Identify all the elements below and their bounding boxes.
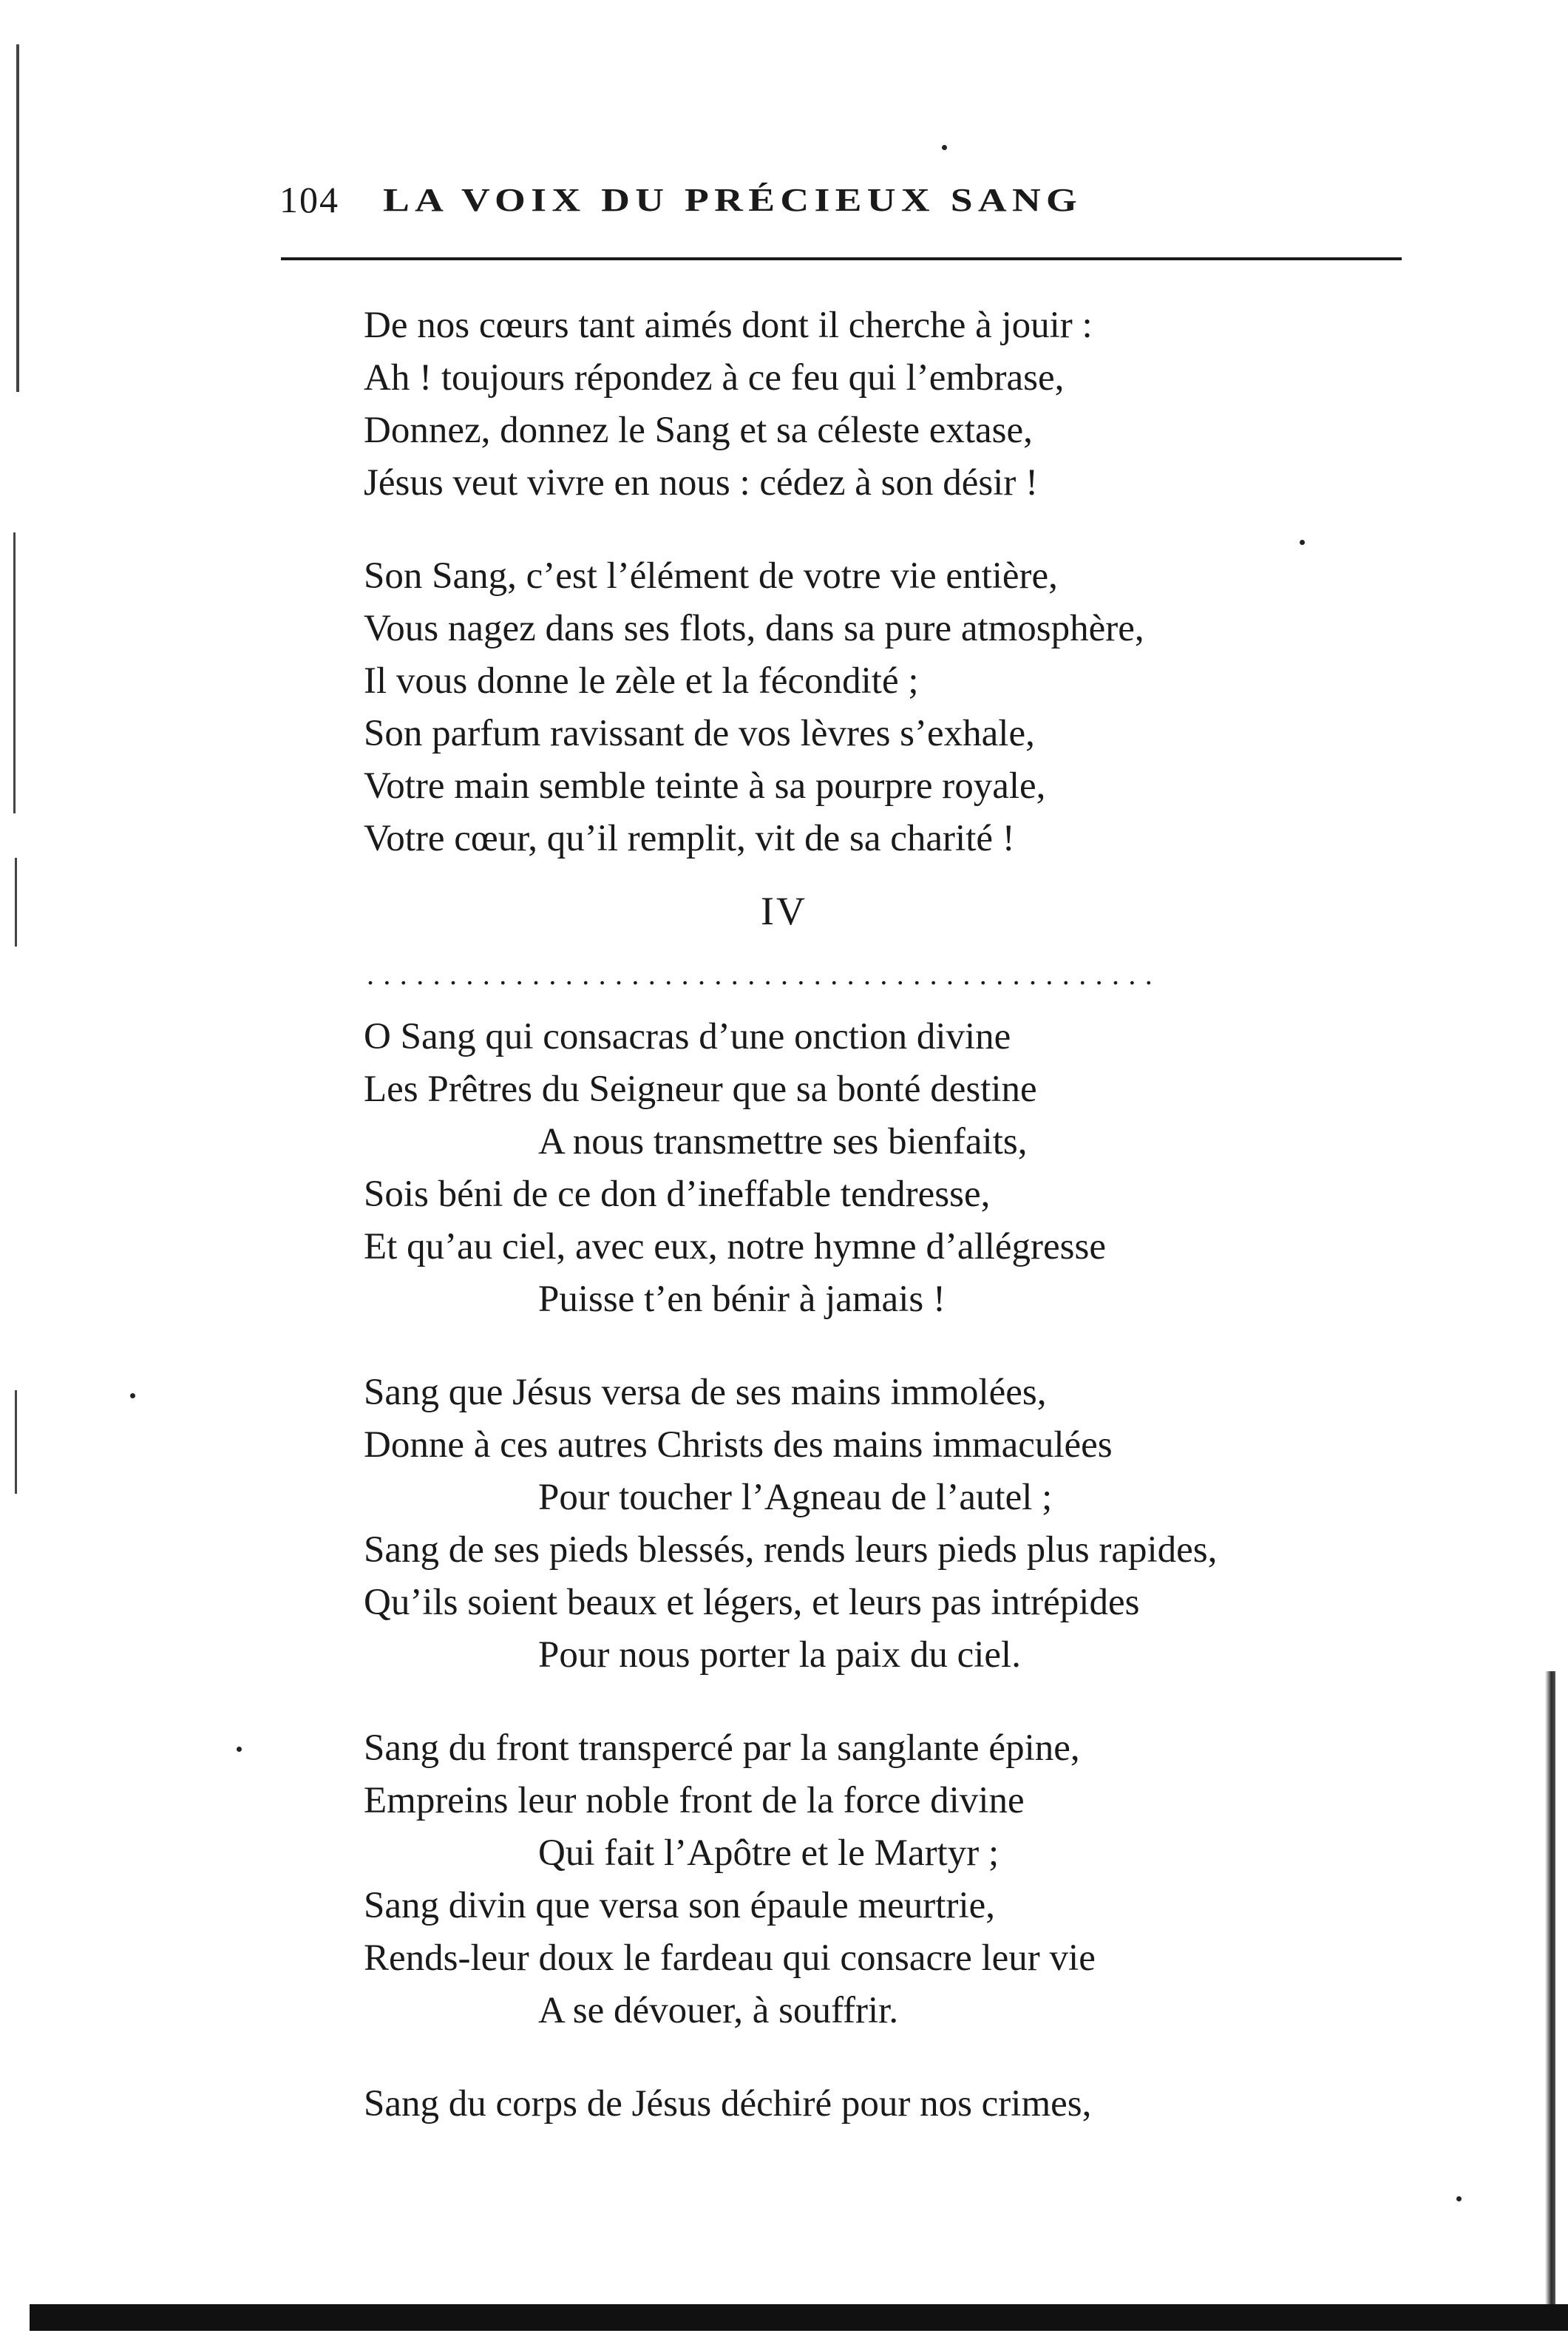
verse-line: Pour nous porter la paix du ciel.	[538, 1634, 1021, 1676]
verse-line: Son parfum ravissant de vos lèvres s’exhale,	[364, 713, 1035, 754]
verse-line: A se dévouer, à souffrir.	[538, 1990, 899, 2031]
verse-line: Son Sang, c’est l’élément de votre vie entière,	[364, 555, 1058, 597]
bottom-scan-edge	[30, 2304, 1568, 2331]
left-margin-mark	[16, 44, 19, 392]
verse-line: Votre cœur, qu’il remplit, vit de sa charité !	[364, 818, 1015, 859]
verse-line: O Sang qui consacras d’une onction divine	[364, 1016, 1011, 1057]
verse-line: Donne à ces autres Christs des mains immaculées	[364, 1424, 1113, 1466]
verse-line: Puisse t’en bénir à jamais !	[538, 1279, 946, 1320]
verse-line: Jésus veut vivre en nous : cédez à son désir !	[364, 462, 1039, 504]
verse-line: Sang du front transpercé par la sanglante épine,	[364, 1727, 1080, 1769]
page-header	[279, 174, 1405, 226]
running-title: LA VOIX DU PRÉCIEUX SANG	[383, 182, 1083, 218]
verse-line: Qui fait l’Apôtre et le Martyr ;	[538, 1832, 999, 1874]
elided-stanza-dots: ................................................	[367, 960, 1162, 989]
left-margin-mark	[13, 532, 16, 813]
verse-line: De nos cœurs tant aimés dont il cherche à jouir :	[364, 305, 1093, 346]
page-number: 104	[279, 179, 339, 220]
page-speck	[237, 1747, 242, 1752]
verse-line: Ah ! toujours répondez à ce feu qui l’embrase,	[364, 357, 1065, 399]
header-rule	[281, 257, 1402, 260]
verse-line: A nous transmettre ses bienfaits,	[538, 1121, 1028, 1162]
left-margin-mark	[15, 1390, 17, 1494]
verse-line: Les Prêtres du Seigneur que sa bonté destine	[364, 1069, 1037, 1110]
page-speck	[130, 1393, 135, 1398]
page-speck	[942, 145, 947, 150]
right-page-edge	[1545, 1671, 1555, 2307]
verse-line: Votre main semble teinte à sa pourpre royale,	[364, 765, 1046, 807]
verse-line: Vous nagez dans ses flots, dans sa pure atmosphère,	[364, 608, 1144, 649]
verse-line: Empreins leur noble front de la force divine	[364, 1780, 1025, 1821]
verse-line: Sang du corps de Jésus déchiré pour nos crimes,	[364, 2083, 1092, 2125]
verse-line: Sang divin que versa son épaule meurtrie,	[364, 1885, 996, 1926]
verse-line: Qu’ils soient beaux et légers, et leurs pas intrépides	[364, 1582, 1140, 1623]
verse-line: Pour toucher l’Agneau de l’autel ;	[538, 1477, 1053, 1518]
verse-line: Sang que Jésus versa de ses mains immolées,	[364, 1372, 1047, 1413]
verse-line: Et qu’au ciel, avec eux, notre hymne d’allégresse	[364, 1226, 1106, 1267]
verse-line: Rends-leur doux le fardeau qui consacre leur vie	[364, 1937, 1096, 1979]
page-speck	[1300, 540, 1305, 545]
verse-line: Sois béni de ce don d’ineffable tendresse,	[364, 1174, 991, 1215]
verse-line: Donnez, donnez le Sang et sa céleste extase,	[364, 410, 1033, 451]
page-speck	[1456, 2196, 1462, 2201]
verse-line: Il vous donne le zèle et la fécondité ;	[364, 660, 919, 702]
section-heading: IV	[761, 889, 807, 933]
left-margin-mark	[15, 858, 17, 947]
verse-line: Sang de ses pieds blessés, rends leurs pieds plus rapides,	[364, 1529, 1218, 1571]
